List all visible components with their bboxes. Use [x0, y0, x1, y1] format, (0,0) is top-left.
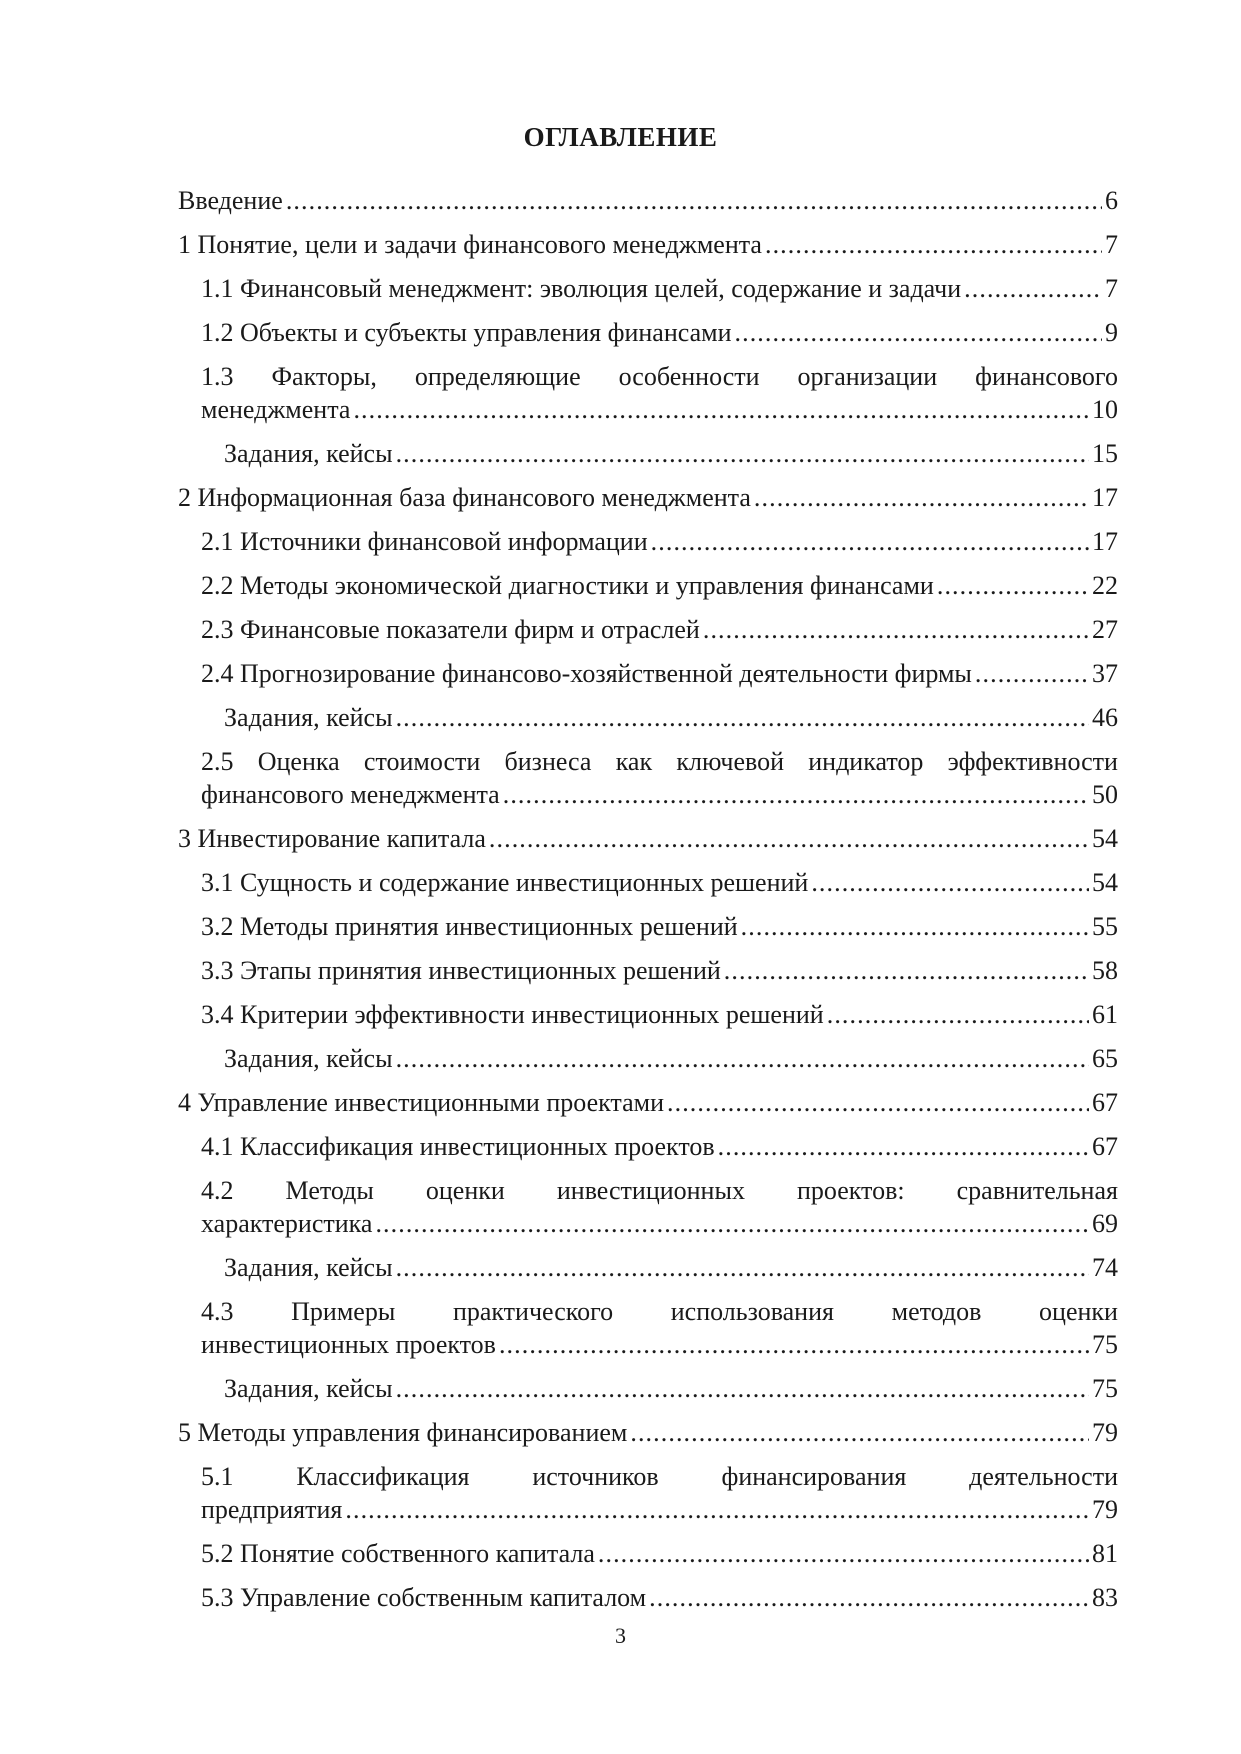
dot-leader — [827, 998, 1089, 1031]
toc-entry[interactable] — [178, 569, 1118, 602]
toc-entry-label: Задания, кейсы — [224, 703, 393, 732]
toc-entry-label: 2.3 Финансовые показатели фирм и отраслей — [201, 615, 700, 644]
toc-entry[interactable] — [178, 1416, 1118, 1449]
toc-word: 4.3 — [201, 1297, 234, 1326]
toc-page-number: 83 — [1092, 1583, 1118, 1612]
toc-entry-label: 5.3 Управление собственным капиталом — [201, 1583, 647, 1612]
toc-page-number: 54 — [1092, 868, 1118, 897]
dot-leader — [375, 1207, 1089, 1240]
toc-page-number: 15 — [1092, 439, 1118, 468]
dot-leader — [396, 437, 1089, 470]
dot-leader — [811, 866, 1089, 899]
page-title: ОГЛАВЛЕНИЕ — [523, 122, 718, 152]
toc-word: особенности — [618, 362, 760, 391]
toc-page-number: 22 — [1092, 571, 1118, 600]
toc-entry[interactable] — [178, 272, 1118, 305]
toc-page-number: 27 — [1092, 615, 1118, 644]
toc-page-number: 58 — [1092, 956, 1118, 985]
toc-page-number: 69 — [1092, 1209, 1118, 1238]
toc-entry[interactable] — [178, 481, 1118, 514]
toc-word: 1.3 — [201, 362, 234, 391]
toc-entry[interactable] — [178, 1537, 1118, 1570]
toc-page-number: 79 — [1092, 1418, 1118, 1447]
toc-entry-label: Задания, кейсы — [224, 1044, 393, 1073]
toc-entry-label-line2: финансового менеджмента — [201, 780, 500, 809]
toc-word: организации — [797, 362, 938, 391]
toc-entry[interactable] — [178, 1295, 1118, 1361]
toc-word: бизнеса — [504, 747, 592, 776]
toc-entry[interactable] — [178, 822, 1118, 855]
toc-entry-label: Задания, кейсы — [224, 1253, 393, 1282]
toc-word: финансирования — [721, 1462, 907, 1491]
toc-page-number: 67 — [1092, 1132, 1118, 1161]
toc-entry[interactable] — [178, 1042, 1118, 1075]
toc-entry[interactable] — [178, 360, 1118, 426]
toc-entry-label: 3.3 Этапы принятия инвестиционных решений — [201, 956, 721, 985]
toc-entry[interactable] — [178, 1581, 1118, 1614]
dot-leader — [503, 778, 1089, 811]
toc-word: Оценка — [257, 747, 340, 776]
toc-word: 5.1 — [201, 1462, 234, 1491]
table-of-contents — [178, 184, 1118, 1625]
toc-word: определяющие — [414, 362, 581, 391]
dot-leader — [499, 1328, 1089, 1361]
toc-page-number: 65 — [1092, 1044, 1118, 1073]
toc-entry-label-line2: менеджмента — [201, 395, 351, 424]
toc-word: Факторы, — [271, 362, 377, 391]
toc-entry-label: 4 Управление инвестиционными проектами — [178, 1088, 664, 1117]
toc-word: ключевой — [676, 747, 785, 776]
page-number: 3 — [615, 1623, 626, 1648]
toc-entry-label: 5.2 Понятие собственного капитала — [201, 1539, 595, 1568]
toc-word: финансового — [975, 362, 1118, 391]
toc-page-number: 81 — [1092, 1539, 1118, 1568]
dot-leader — [735, 316, 1103, 349]
toc-entry-label: 2.4 Прогнозирование финансово-хозяйственной деятельности фирмы — [201, 659, 972, 688]
dot-leader — [396, 1372, 1089, 1405]
toc-page-number: 55 — [1092, 912, 1118, 941]
toc-entry-label: 4.1 Классификация инвестиционных проектов — [201, 1132, 715, 1161]
toc-word: деятельности — [969, 1462, 1118, 1491]
toc-word: оценки — [1039, 1297, 1118, 1326]
toc-entry-label-line1 — [201, 360, 1118, 393]
toc-word: использования — [670, 1297, 834, 1326]
toc-word: практического — [452, 1297, 614, 1326]
toc-page-number: 7 — [1105, 274, 1118, 303]
dot-leader — [649, 1581, 1089, 1614]
toc-entry-label: 2.2 Методы экономической диагностики и управления финансами — [201, 571, 934, 600]
toc-page-number: 6 — [1105, 186, 1118, 215]
dot-leader — [286, 184, 1102, 217]
dot-leader — [703, 613, 1089, 646]
toc-entry[interactable] — [178, 316, 1118, 349]
dot-leader — [396, 701, 1089, 734]
toc-page-number: 75 — [1092, 1330, 1118, 1359]
dot-leader — [937, 569, 1089, 602]
dot-leader — [345, 1493, 1089, 1526]
toc-entry[interactable] — [178, 1460, 1118, 1526]
toc-entry[interactable] — [178, 1130, 1118, 1163]
toc-entry-label-line1 — [201, 745, 1118, 778]
dot-leader — [396, 1251, 1089, 1284]
toc-entry-label: 3.4 Критерии эффективности инвестиционных решений — [201, 1000, 824, 1029]
toc-entry-label: 1.1 Финансовый менеджмент: эволюция целей, содержание и задачи — [201, 274, 962, 303]
toc-entry[interactable] — [178, 228, 1118, 261]
toc-page-number: 75 — [1092, 1374, 1118, 1403]
toc-entry-label-line1 — [201, 1174, 1118, 1207]
toc-entry-label: 3.1 Сущность и содержание инвестиционных решений — [201, 868, 809, 897]
toc-entry-label: Задания, кейсы — [224, 1374, 393, 1403]
toc-entry[interactable] — [178, 657, 1118, 690]
toc-word: проектов: — [797, 1176, 905, 1205]
toc-word: индикатор — [808, 747, 924, 776]
toc-entry-label-line2: предприятия — [201, 1495, 343, 1524]
toc-word: как — [615, 747, 653, 776]
toc-entry-label: Задания, кейсы — [224, 439, 393, 468]
dot-leader — [651, 525, 1089, 558]
dot-leader — [765, 228, 1102, 261]
toc-entry-label: 2 Информационная база финансового менеджмента — [178, 483, 751, 512]
toc-word: инвестиционных — [556, 1176, 745, 1205]
toc-word: 2.5 — [201, 747, 234, 776]
toc-entry-label: 2.1 Источники финансовой информации — [201, 527, 648, 556]
dot-leader — [667, 1086, 1089, 1119]
toc-entry[interactable] — [178, 1086, 1118, 1119]
toc-entry[interactable] — [178, 954, 1118, 987]
toc-entry[interactable] — [178, 184, 1118, 217]
dot-leader — [975, 657, 1089, 690]
toc-page-number: 10 — [1092, 395, 1118, 424]
toc-entry[interactable] — [178, 701, 1118, 734]
toc-word: Методы — [285, 1176, 374, 1205]
toc-word: оценки — [425, 1176, 505, 1205]
toc-page-number: 7 — [1105, 230, 1118, 259]
toc-entry-label: 1 Понятие, цели и задачи финансового менеджмента — [178, 230, 762, 259]
toc-page-number: 9 — [1105, 318, 1118, 347]
toc-entry[interactable] — [178, 437, 1118, 470]
dot-leader — [630, 1416, 1089, 1449]
toc-entry[interactable] — [178, 910, 1118, 943]
toc-entry[interactable] — [178, 525, 1118, 558]
toc-entry[interactable] — [178, 998, 1118, 1031]
dot-leader — [489, 822, 1089, 855]
toc-word: сравнительная — [956, 1176, 1118, 1205]
toc-word: методов — [891, 1297, 982, 1326]
dot-leader — [718, 1130, 1089, 1163]
toc-word: Примеры — [291, 1297, 396, 1326]
toc-page-number: 54 — [1092, 824, 1118, 853]
toc-entry-label: 5 Методы управления финансированием — [178, 1418, 628, 1447]
toc-word: 4.2 — [201, 1176, 234, 1205]
toc-entry[interactable] — [178, 1251, 1118, 1284]
toc-entry-label-line1 — [201, 1460, 1118, 1493]
toc-word: эффективности — [947, 747, 1118, 776]
toc-page-number: 50 — [1092, 780, 1118, 809]
toc-entry-label-line2: инвестиционных проектов — [201, 1330, 496, 1359]
dot-leader — [754, 481, 1089, 514]
dot-leader — [598, 1537, 1089, 1570]
toc-entry[interactable] — [178, 1372, 1118, 1405]
dot-leader — [724, 954, 1089, 987]
toc-word: Классификация — [296, 1462, 470, 1491]
toc-page-number: 79 — [1092, 1495, 1118, 1524]
dot-leader — [353, 393, 1089, 426]
dot-leader — [396, 1042, 1089, 1075]
toc-entry[interactable] — [178, 745, 1118, 811]
toc-entry-label: 3 Инвестирование капитала — [178, 824, 486, 853]
toc-entry-label: 3.2 Методы принятия инвестиционных решений — [201, 912, 738, 941]
toc-page-number: 37 — [1092, 659, 1118, 688]
toc-word: стоимости — [363, 747, 481, 776]
toc-entry[interactable] — [178, 866, 1118, 899]
dot-leader — [741, 910, 1089, 943]
toc-page-number: 17 — [1092, 483, 1118, 512]
dot-leader — [964, 272, 1102, 305]
toc-entry[interactable] — [178, 1174, 1118, 1240]
toc-entry-label-line1 — [201, 1295, 1118, 1328]
toc-page-number: 74 — [1092, 1253, 1118, 1282]
toc-word: источников — [532, 1462, 659, 1491]
toc-page-number: 17 — [1092, 527, 1118, 556]
toc-page-number: 61 — [1092, 1000, 1118, 1029]
toc-entry-label: Введение — [178, 186, 283, 215]
toc-page-number: 67 — [1092, 1088, 1118, 1117]
toc-entry-label: 1.2 Объекты и субъекты управления финансами — [201, 318, 732, 347]
toc-entry-label-line2: характеристика — [201, 1209, 373, 1238]
toc-page-number: 46 — [1092, 703, 1118, 732]
toc-entry[interactable] — [178, 613, 1118, 646]
